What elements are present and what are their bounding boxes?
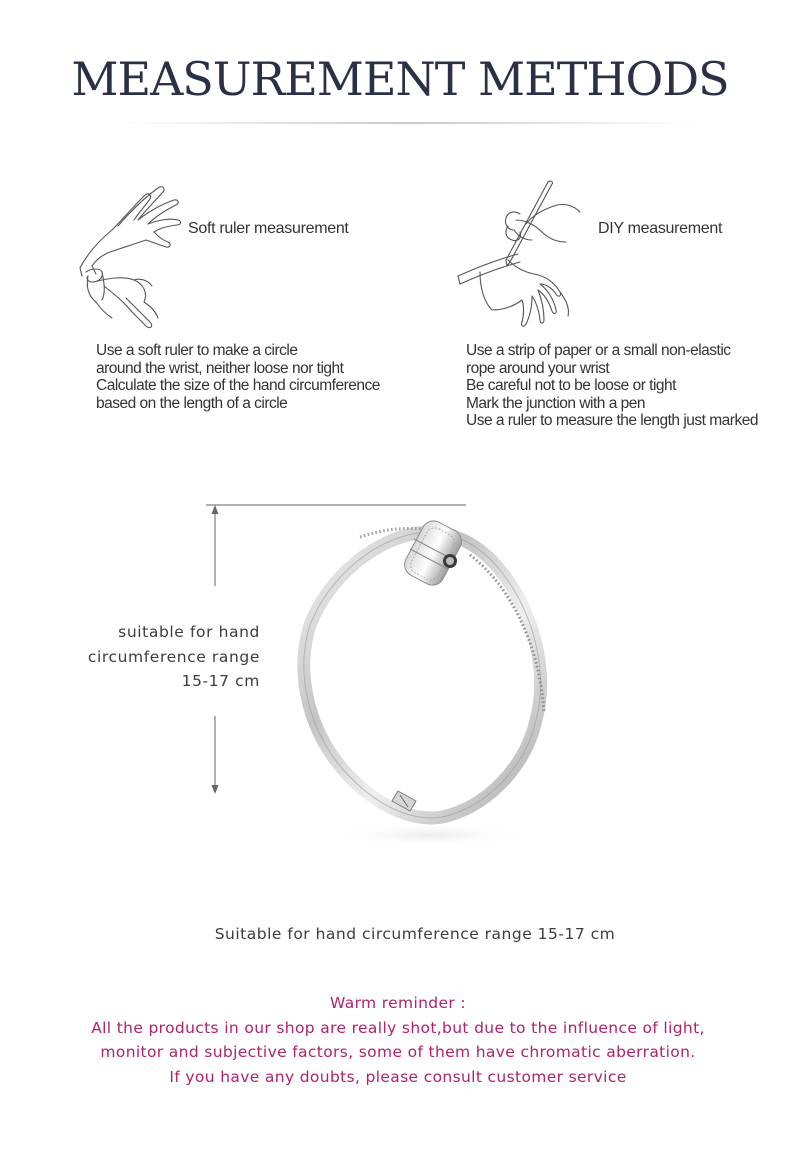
range-line: 15-17 cm xyxy=(181,672,260,690)
range-line: circumference range xyxy=(87,647,260,666)
reminder-line: monitor and subjective factors, some of them have chromatic aberration. xyxy=(100,1043,696,1061)
reminder-line: All the products in our shop are really shot,but due to the influence of light, xyxy=(91,1018,705,1037)
hand-pen-icon xyxy=(456,180,586,330)
step-line: Use a soft ruler to make a circle xyxy=(96,342,298,359)
step-line: Calculate the size of the hand circumference xyxy=(96,377,380,394)
reminder-line: If you have any doubts, please consult customer service xyxy=(169,1067,627,1086)
size-caption: Suitable for hand circumference range 15-17 cm xyxy=(214,925,616,943)
method-steps xyxy=(466,342,758,430)
size-range-label xyxy=(88,620,260,694)
title-divider xyxy=(120,121,700,127)
range-line: suitable for hand xyxy=(118,623,260,641)
step-line: rope around your wrist xyxy=(466,359,610,377)
method-label: DIY measurement xyxy=(598,220,723,237)
reminder-heading: Warm reminder : xyxy=(330,994,466,1012)
step-line: Use a strip of paper or a small non-elastic xyxy=(466,342,731,359)
step-line: based on the length of a circle xyxy=(96,394,288,412)
warm-reminder xyxy=(0,991,796,1089)
step-line: around the wrist, neither loose nor tight xyxy=(96,359,344,377)
page-title: MEASUREMENT METHODS xyxy=(71,52,729,106)
bracelet-product-image xyxy=(300,515,570,855)
hand-soft-ruler-icon xyxy=(78,182,188,332)
method-label: Soft ruler measurement xyxy=(188,220,349,237)
method-steps xyxy=(96,342,380,412)
step-line: Mark the junction with a pen xyxy=(466,394,645,412)
step-line: Be careful not to be loose or tight xyxy=(466,377,676,394)
step-line: Use a ruler to measure the length just marked xyxy=(466,412,758,429)
